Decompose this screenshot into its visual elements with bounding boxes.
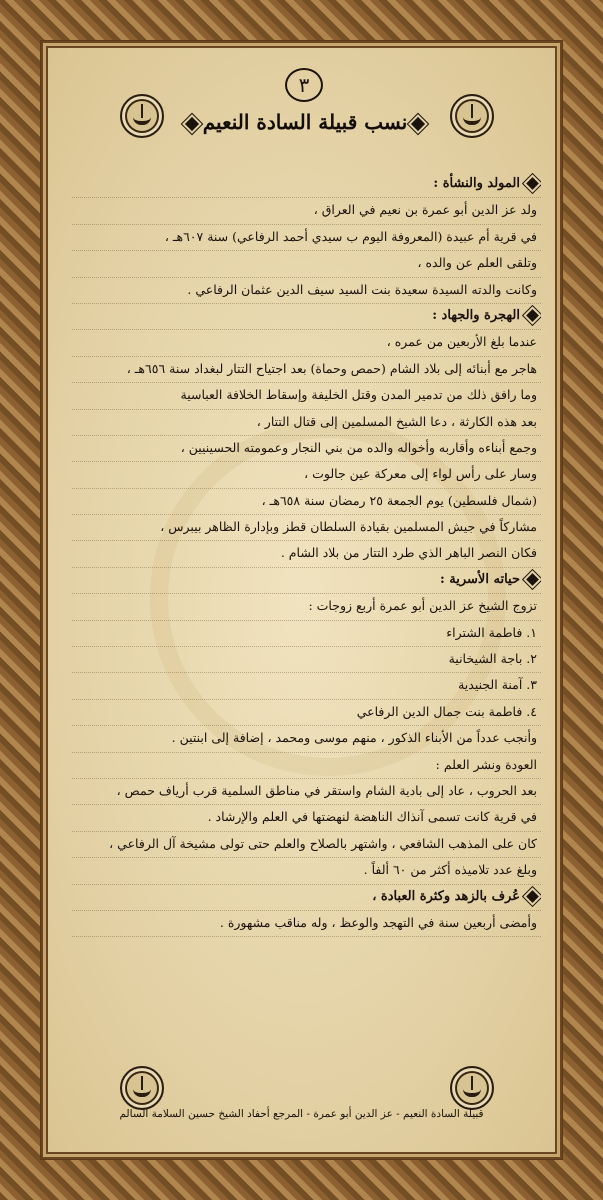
line-text: وما رافق ذلك من تدمير المدن وقتل الخليفة وإسقاط الخلافة العباسية [180,387,537,403]
section-heading [72,172,541,198]
section-heading [72,304,541,330]
text-line [72,647,541,673]
text-line [72,330,541,356]
text-line [72,541,541,567]
text-line [72,858,541,884]
line-text: المولد والنشأة : [433,176,520,191]
text-line [72,673,541,699]
body-text [72,172,541,937]
line-text: وبلغ عدد تلاميذه أكثر من ٦٠ ألفاً . [363,862,537,878]
line-text: عُرف بالزهد وكثرة العبادة ، [372,888,520,904]
text-line [72,198,541,224]
line-text: عندما بلغ الأربعين من عمره ، [386,334,537,350]
line-text: ٤. فاطمة بنت جمال الدين الرفاعي [356,703,537,719]
text-line [72,436,541,462]
line-text: ١. فاطمة الشتراء [446,624,537,640]
line-text: بعد هذه الكارثة ، دعا الشيخ المسلمين إلى قتال التتار ، [256,413,537,429]
text-line [72,462,541,488]
line-text: (شمال فلسطين) يوم الجمعة ٢٥ رمضان سنة ٦٥٨هـ ، [261,492,537,508]
line-text: كان على المذهب الشافعي ، واشتهر بالصلاح والعلم حتى تولى مشيخة آل الرفاعي ، [109,835,537,851]
line-text: في قرية أم عبيدة (المعروفة اليوم ب سيدي أحمد الرفاعي) سنة ٦٠٧هـ ، [164,228,537,244]
diamond-icon [526,573,539,586]
text-line [72,383,541,409]
text-line [72,805,541,831]
line-text: وسار على رأس لواء إلى معركة عين جالوت ، [304,466,537,482]
footer-credit: قبيلة السادة النعيم - عز الدين أبو عمرة - المرجع أحفاد الشيخ حسين السلامة السالم [119,1108,484,1120]
line-text: مشاركاً في جيش المسلمين بقيادة السلطان قطز وبإدارة الظاهر بيبرس ، [160,519,537,535]
line-text: بعد الحروب ، عاد إلى بادية الشام واستقر في مناطق السلمية قرب أرياف حمص ، [116,782,537,798]
text-line [72,753,541,779]
line-text: ٣. آمنة الجنيدية [458,677,537,693]
section-heading [72,568,541,594]
page-number: ٣ [285,68,323,102]
line-text: ولد عز الدين أبو عمرة بن نعيم في العراق ، [313,202,537,218]
text-line [72,911,541,937]
line-text: تزوج الشيخ عز الدين أبو عمرة أربع زوجات : [308,598,537,614]
line-text: فكان النصر الباهر الذي طرد التتار من بلاد الشام . [280,545,537,561]
line-text: حياته الأسرية : [439,571,520,587]
line-text: ٢. باجة الشيخانية [448,651,537,667]
line-text: وأنجب عدداً من الأبناء الذكور ، منهم موسى ومحمد ، إضافة إلى ابنتين . [171,730,537,746]
text-line [72,832,541,858]
line-text: في قرية كانت تسمى آنذاك الناهضة لنهضتها في العلم والإرشاد . [207,809,537,825]
emblem-bottom-left-icon [120,1066,164,1110]
emblem-top-right-icon [450,94,494,138]
text-line [72,251,541,277]
text-line [72,225,541,251]
title-text: نسب قبيلة السادة النعيم [202,110,408,134]
text-line [72,515,541,541]
diamond-icon [526,890,539,903]
line-text: وجمع أبناءه وأقاربه وأخواله والده من بني النجار وعمومته الحسينيين ، [180,439,537,455]
text-line [72,357,541,383]
text-line [72,594,541,620]
emblem-top-left-icon [120,94,164,138]
text-line [72,278,541,304]
diamond-icon [411,116,425,130]
line-text: وأمضى أربعين سنة في التهجد والوعظ ، وله مناقب مشهورة . [219,914,537,930]
text-line [72,779,541,805]
line-text: وتلقى العلم عن والده ، [417,255,537,271]
line-text: الهجرة والجهاد : [432,307,520,323]
section-heading [72,885,541,911]
line-text: وكانت والدته السيدة سعيدة بنت السيد سيف الدين عثمان الرفاعي . [187,281,537,297]
page-title [170,110,440,134]
text-line [72,489,541,515]
line-text: العودة ونشر العلم : [435,756,537,772]
diamond-icon [185,116,199,130]
text-line [72,700,541,726]
text-line [72,410,541,436]
text-line [72,621,541,647]
diamond-icon [526,177,539,190]
line-text: هاجر مع أبنائه إلى بلاد الشام (حمص وحماة) بعد اجتياح التتار لبغداد سنة ٦٥٦هـ ، [126,360,537,376]
text-line [72,726,541,752]
diamond-icon [526,309,539,322]
emblem-bottom-right-icon [450,1066,494,1110]
